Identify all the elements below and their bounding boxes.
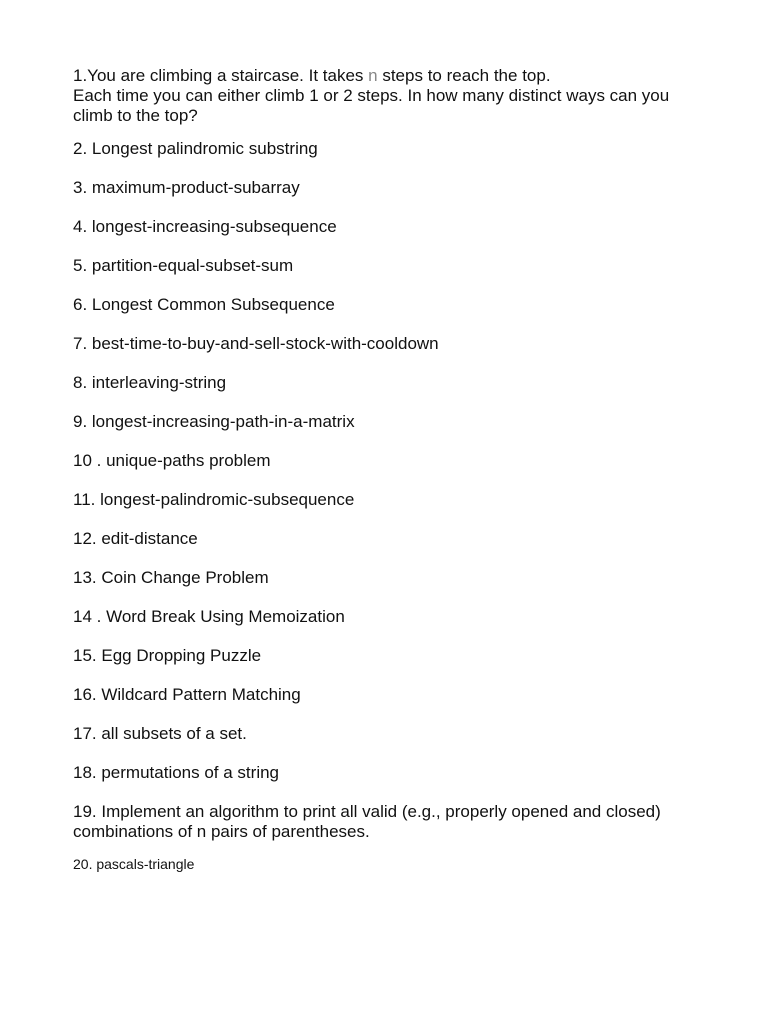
question-4: 4. longest-increasing-subsequence: [73, 217, 337, 236]
question-11: 11. longest-palindromic-subsequence: [73, 490, 355, 509]
question-7: 7. best-time-to-buy-and-sell-stock-with-cooldown: [73, 334, 439, 353]
question-15: 15. Egg Dropping Puzzle: [73, 646, 262, 665]
code-n: n: [368, 66, 378, 85]
question-10: 10 . unique-paths problem: [73, 451, 271, 470]
question-14: 14 . Word Break Using Memoization: [73, 607, 345, 626]
question-20: 20. pascals-triangle: [73, 856, 195, 872]
question-8: 8. interleaving-string: [73, 373, 227, 392]
document-page: [73, 66, 703, 892]
question-1-line1-after: steps to reach the top.: [377, 66, 551, 85]
question-2: 2. Longest palindromic substring: [73, 139, 318, 158]
question-16: 16. Wildcard Pattern Matching: [73, 685, 301, 704]
question-12: 12. edit-distance: [73, 529, 198, 548]
question-6: 6. Longest Common Subsequence: [73, 295, 335, 314]
question-1-line1-before: 1.You are climbing a staircase. It takes: [73, 66, 369, 85]
question-19: 19. Implement an algorithm to print all valid (e.g., properly opened and closed) combinations of n pairs of parentheses.: [73, 802, 661, 841]
question-9: 9. longest-increasing-path-in-a-matrix: [73, 412, 355, 431]
question-5: 5. partition-equal-subset-sum: [73, 256, 294, 275]
question-1-line2: Each time you can either climb 1 or 2 steps. In how many distinct ways can you climb to the top?: [73, 86, 670, 125]
question-18: 18. permutations of a string: [73, 763, 280, 782]
question-3: 3. maximum-product-subarray: [73, 178, 300, 197]
question-13: 13. Coin Change Problem: [73, 568, 269, 587]
question-1: [73, 66, 703, 126]
question-17: 17. all subsets of a set.: [73, 724, 247, 743]
